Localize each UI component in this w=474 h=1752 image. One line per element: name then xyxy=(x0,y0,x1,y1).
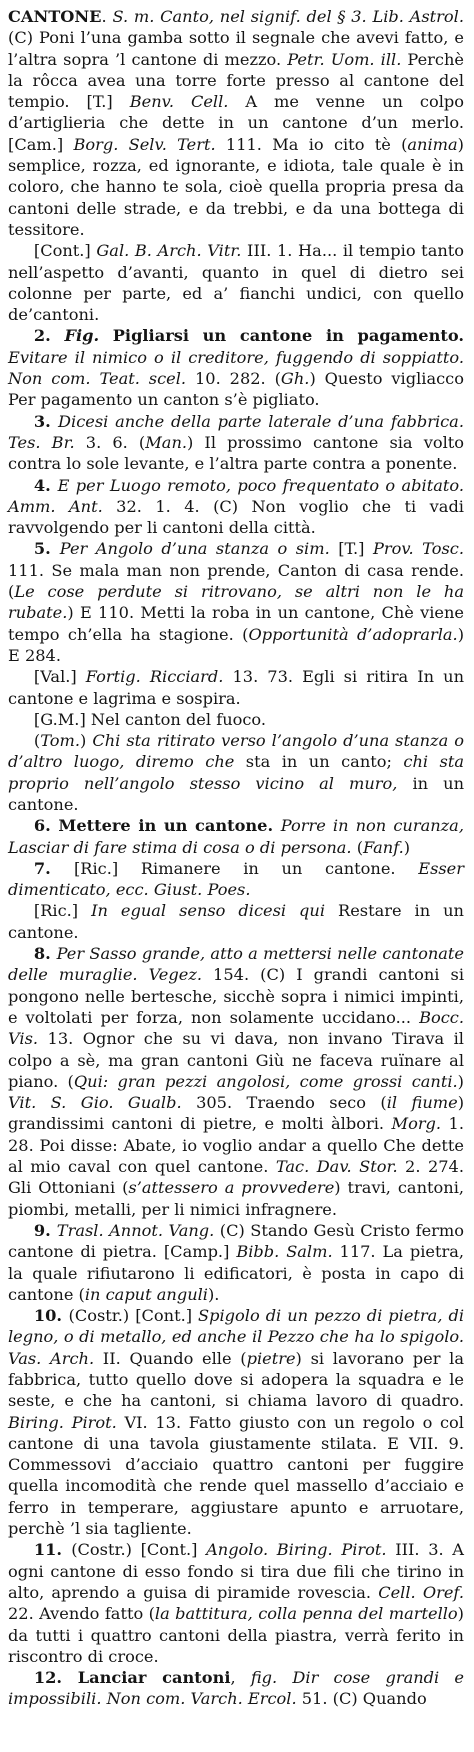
entry-italic-text: la battitura, colla penna del martello xyxy=(154,1604,458,1624)
entry-paragraph xyxy=(8,1305,464,1539)
entry-italic-text: Borg. Selv. Tert. xyxy=(73,134,216,154)
entry-paragraph xyxy=(8,666,464,709)
entry-text: ) xyxy=(403,837,411,857)
entry-text: ) da tutti i quattro cantoni della piastra, verrà ferito in riscontro di croce. xyxy=(8,1604,464,1666)
entry-italic-text: Man. xyxy=(145,432,188,452)
entry-italic-text: Fanf. xyxy=(363,837,404,857)
entry-headword: 9. xyxy=(33,1220,57,1240)
entry-text: [Cont.] xyxy=(33,241,97,261)
entry-text: II. Quando elle ( xyxy=(94,1348,247,1368)
entry-text: 1. 28. Poi disse: Abate, io voglio andar a quello Che dette al mio caval con quel cantone. xyxy=(8,1114,464,1177)
entry-paragraph xyxy=(8,240,464,325)
entry-text: Perchè la rôcca avea una torre forte presso al cantone del tempio. [T.] xyxy=(8,49,464,112)
entry-text: ( xyxy=(33,731,41,751)
entry-text: ) Questo vigliacco Per pagamento un canton s’è pigliato. xyxy=(8,369,464,410)
entry-italic-text: Dicesi anche della parte laterale d’una fabbrica. Tes. Br. xyxy=(8,411,464,452)
entry-italic-text: il fiume xyxy=(386,1093,458,1113)
entry-paragraph xyxy=(8,943,464,1220)
entry-headword: 6. Mettere in un cantone. xyxy=(33,816,281,836)
entry-text: 111. Ma io cito tè ( xyxy=(215,134,408,154)
entry-text: ) travi, cantoni, piombi, metalli, per li nimici infragnere. xyxy=(8,1178,465,1219)
entry-text: (Costr.) [Cont.] xyxy=(71,1540,207,1560)
entry-italic-text: Vit. S. Gio. Gualb. xyxy=(8,1093,182,1113)
entry-text: ) xyxy=(457,1071,464,1091)
entry-italic-text: Spigolo di un pezzo di pietra, di legno, o di metallo, ed anche il Pezzo che ha lo spigolo. Vas. Arch. xyxy=(8,1306,464,1368)
entry-text: [T.] xyxy=(329,539,373,559)
entry-text: [G.M.] Nel canton del fuoco. xyxy=(33,709,267,729)
entry-italic-text: Prov. Tosc. xyxy=(372,539,464,559)
entry-text: ( xyxy=(351,837,364,857)
entry-headword: Pigliarsi un cantone in pagamento. xyxy=(99,326,464,346)
entry-paragraph xyxy=(8,730,464,815)
entry-text: ) xyxy=(80,731,93,751)
entry-italic-text: Le cose perdute si ritrovano, se altri non le ha rubate. xyxy=(8,582,464,623)
entry-italic-text: Trasl. Annot. Vang. xyxy=(56,1220,215,1240)
entry-italic-text: Petr. Uom. ill. xyxy=(287,49,402,69)
entry-text: (C) Stando Gesù Cristo fermo cantone di pietra. [Camp.] xyxy=(8,1220,464,1262)
entry-paragraph xyxy=(8,815,464,858)
entry-italic-text: fig. Dir cose grandi e impossibili. Non com. Varch. Ercol. xyxy=(8,1668,464,1709)
entry-italic-text: Gh. xyxy=(280,369,310,389)
entry-text: Restare in un cantone. xyxy=(8,901,464,942)
entry-headword: 8. xyxy=(33,944,57,964)
entry-italic-text: Tac. Dav. Stor. xyxy=(275,1157,398,1177)
entry-italic-text: Benv. Cell. xyxy=(129,92,229,112)
entry-text: 22. Avendo fatto ( xyxy=(8,1604,155,1624)
entry-italic-text: Angolo. Biring. Pirot. xyxy=(206,1540,387,1560)
entry-text: ). xyxy=(207,1284,220,1304)
entry-italic-text: Gal. B. Arch. Vitr. xyxy=(96,241,242,261)
entry-text: ) semplice, rozza, ed ignorante, e idiota, tale quale è in coloro, che hanno te sola, cioè quella propria presa da cantoni delle strade, e da trebbi, e da una bottega di tessitore. xyxy=(8,134,464,239)
entry-text: A me venne un colpo d’artiglieria che dette in un cantone d’un merlo. [Cam.] xyxy=(8,92,464,154)
entry-text: III. 1. Ha... il tempio tanto nell’aspetto d’avanti, quanto in quel di dietro sei colonne per parte, ed a’ fianchi undici, con quello de’cantoni. xyxy=(8,241,465,325)
entry-headword: 11. xyxy=(33,1540,72,1560)
entry-italic-text: Morg. xyxy=(391,1114,442,1134)
entry-italic-text: chi sta proprio nell’angolo stesso vicino al muro, xyxy=(8,752,464,793)
entry-headword: 3. xyxy=(33,411,59,431)
entry-text: 154. (C) I grandi cantoni si pongono nelle bertesche, sicchè sopra i nimici impinti, e voltolati per forza, non solamente uccidano... xyxy=(8,965,464,1027)
entry-paragraph xyxy=(8,325,464,410)
entry-italic-text: S. m. Canto, nel signif. del § 3. Lib. Astrol. xyxy=(112,7,464,26)
entry-italic-text: Biring. Pirot. xyxy=(8,1412,117,1432)
entry-italic-text: Fortig. Ricciard. xyxy=(85,667,224,687)
entry-italic-text: Bibb. Salm. xyxy=(236,1242,333,1262)
entry-italic-text: in caput anguli xyxy=(84,1284,208,1304)
entry-text: 10. 282. ( xyxy=(186,369,281,389)
entry-italic-text: Cell. Oref. xyxy=(378,1582,464,1602)
entry-italic-text: pietre xyxy=(246,1348,296,1368)
entry-headword: Fig. xyxy=(64,326,100,346)
entry-headword: 5. xyxy=(33,539,60,559)
entry-italic-text: In egual senso dicesi qui xyxy=(91,901,326,921)
entry-paragraph xyxy=(8,538,464,666)
entry-italic-text: Chi sta ritirato verso l’angolo d’una stanza o d’altro luogo, diremo che xyxy=(8,731,464,772)
entry-headword: 7. xyxy=(33,858,74,878)
entry-text: ) E 110. Metti la roba in un cantone, Chè viene tempo ch’ella ha stagione. ( xyxy=(8,603,464,644)
entry-italic-text: Porre in non curanza, Lasciar di fare stima di cosa o di persona. xyxy=(8,816,464,857)
entry-text: , xyxy=(230,1668,251,1688)
entry-text: III. 3. A ogni cantone di esso fondo si tira due fili che tirino in alto, aprendo a guisa di piramide rovescia. xyxy=(8,1540,464,1602)
entry-headword: 4. xyxy=(33,475,58,495)
entry-italic-text: s’attessero a provvedere xyxy=(128,1178,335,1198)
entry-text: 111. Se mala man non prende, Canton di casa rende. ( xyxy=(8,560,464,602)
entry-text: (C) Poni l’una gamba sotto il segnale che avevi fatto, e l’altra sopra ’l cantone di mezzo. xyxy=(8,28,464,69)
entry-headword: 10. xyxy=(33,1306,69,1326)
entry-italic-text: Evitare il nimico o il creditore, fuggendo di soppiatto. Non com. Teat. scel. xyxy=(8,347,464,389)
entry-text: ) si lavorano per la fabbrica, tutto quello dove si adopera la squadra e le seste, e che ha cantoni, si chiama lavoro di quadro. xyxy=(8,1348,464,1411)
entry-text: ) grandissimi cantoni di pietre, e molti àlbori. xyxy=(8,1093,465,1134)
entry-paragraph xyxy=(8,1220,464,1305)
entry-paragraph xyxy=(8,858,464,901)
entry-text: 13. Ognor che su vi dava, non invano Tirava il colpo a sè, ma gran cantoni Giù ne faceva ruïnare al piano. ( xyxy=(8,1029,464,1091)
entry-text: 13. 73. Egli si ritira In un cantone e lagrima e sospira. xyxy=(8,667,464,708)
entry-headword: CANTONE xyxy=(8,7,102,26)
entry-text: 32. 1. 4. (C) Non voglio che ti vadi ravvolgendo per li cantoni della città. xyxy=(8,496,464,538)
entry-italic-text: Tom. xyxy=(40,731,81,751)
entry-paragraph xyxy=(8,1539,464,1667)
entry-italic-text: Per Angolo d’una stanza o sim. xyxy=(59,539,330,559)
entry-italic-text: Per Sasso grande, atto a mettersi nelle cantonate delle muraglie. Vegez. xyxy=(8,944,464,985)
entry-italic-text: Esser dimenticato, ecc. Giust. Poes. xyxy=(8,858,464,900)
entry-text: 2. 274. Gli Ottoniani ( xyxy=(8,1157,464,1198)
entry-text: 51. (C) Quando xyxy=(296,1689,427,1709)
entry-text: [Ric.] Rimanere in un cantone. xyxy=(73,858,419,878)
entry-text: . xyxy=(101,7,113,26)
entry-italic-text: anima xyxy=(407,134,458,154)
entry-text: [Ric.] xyxy=(33,901,92,921)
entry-paragraph xyxy=(8,900,464,943)
dictionary-entry-cantone xyxy=(8,6,464,1710)
entry-paragraph xyxy=(8,6,464,240)
entry-text: ) Il prossimo cantone sia volto contra lo sole levante, e l’altra parte contra a ponente. xyxy=(8,432,465,474)
entry-italic-text: Bocc. Vis. xyxy=(8,1007,464,1049)
entry-text: in un cantone. xyxy=(8,773,465,814)
entry-italic-text: Opportunità d’adoprarla. xyxy=(248,624,458,644)
entry-paragraph xyxy=(8,475,464,539)
entry-text: 305. Traendo seco ( xyxy=(181,1093,387,1113)
entry-text: ) E 284. xyxy=(8,624,465,665)
entry-paragraph xyxy=(8,709,464,730)
entry-text: (Costr.) [Cont.] xyxy=(68,1306,199,1326)
entry-paragraph xyxy=(8,411,464,475)
entry-headword: 2. xyxy=(33,326,65,346)
entry-text: 117. La pietra, la quale rifiutarono li edificatori, è posta in capo di cantone ( xyxy=(8,1242,464,1304)
entry-text: 3. 6. ( xyxy=(74,432,146,452)
entry-text: VI. 13. Fatto giusto con un regolo o col cantone di una tavola giustamente stilata. E VII. 9. Commessovi d’acciaio quattro cantoni per fuggire quella incomodità che rende quel massello d’acciaio e ferro in temperare, aggiustare apunto e arruotare, perchè ’l sia tagliente. xyxy=(8,1412,464,1539)
entry-italic-text: Qui: gran pezzi angolosi, come grossi canti. xyxy=(73,1071,458,1091)
entry-headword: 12. Lanciar cantoni xyxy=(33,1668,231,1688)
entry-italic-text: E per Luogo remoto, poco frequentato o abitato. Amm. Ant. xyxy=(8,475,464,516)
entry-paragraph xyxy=(8,1667,464,1710)
entry-text: sta in un canto; xyxy=(234,752,404,772)
entry-text: [Val.] xyxy=(33,667,86,687)
